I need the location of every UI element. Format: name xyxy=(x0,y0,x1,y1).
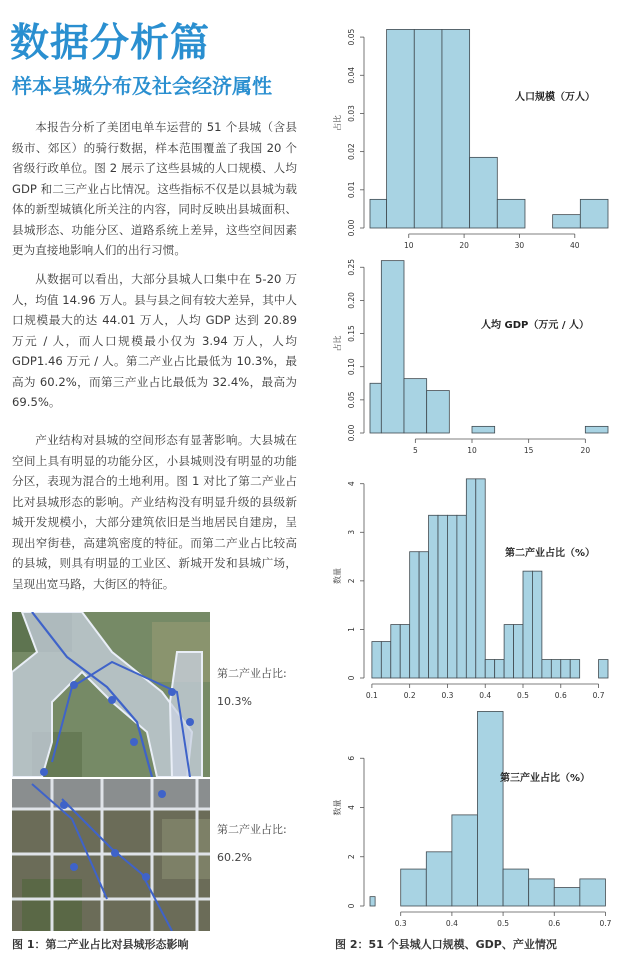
histogram-bar xyxy=(503,869,529,906)
y-tick-label: 2 xyxy=(347,578,356,584)
histogram-secondary-industry xyxy=(330,468,620,703)
chart-title: 人均 GDP（万元 / 人） xyxy=(481,320,589,331)
y-tick-label: 0.02 xyxy=(347,143,356,160)
histogram-bar xyxy=(585,426,608,433)
y-tick-label: 0.05 xyxy=(347,28,356,46)
satellite-image-1 xyxy=(12,612,210,777)
y-tick-label: 4 xyxy=(347,805,356,810)
y-axis-label: 占比 xyxy=(333,115,342,131)
histogram-population xyxy=(330,8,620,253)
histogram-gdp xyxy=(330,248,620,458)
x-tick-label: 0.5 xyxy=(497,919,510,928)
histogram-bar xyxy=(532,571,541,678)
paragraph-1: 本报告分析了美团电单车运营的 51 个县城（含县级市、郊区）的骑行数据，样本范围覆盖了我国 20 个省级行政单位。图 2 展示了这些县城的人口规模、人均 GDP 和二三产业占比情况。这些指标不仅是以县城为载体的新型城镇化所关注的内容，同时反映出县城面积、县城形态、功能分区、道路系统上差异，这些空间因素更为直接地影响人们的出行习惯。 xyxy=(12,120,297,257)
histogram-bar xyxy=(414,29,442,228)
x-tick-label: 30 xyxy=(514,241,525,250)
map-2-label: 第二产业占比: 60.2% xyxy=(217,823,287,864)
x-tick-label: 0.5 xyxy=(517,691,529,700)
histogram-bar xyxy=(426,852,452,906)
histogram-bar xyxy=(542,660,551,678)
x-tick-label: 0.2 xyxy=(403,691,416,700)
x-tick-label: 20 xyxy=(580,446,591,455)
histogram-bar xyxy=(523,571,532,678)
histogram-bar xyxy=(381,642,390,678)
y-tick-label: 0.25 xyxy=(347,258,356,276)
y-tick-label: 0.10 xyxy=(347,358,356,376)
x-tick-label: 0.3 xyxy=(441,691,454,700)
histogram-bar xyxy=(553,215,581,228)
histogram-bar xyxy=(429,515,438,678)
y-tick-label: 2 xyxy=(347,854,356,860)
histogram-bar xyxy=(370,199,387,228)
histogram-bar xyxy=(457,515,466,678)
y-axis-label: 数量 xyxy=(333,568,342,584)
x-tick-label: 40 xyxy=(570,241,580,250)
y-tick-label: 0.03 xyxy=(347,105,356,122)
figure-1-caption: 图 1：第二产业占比对县城形态影响 xyxy=(12,938,189,951)
histogram-bar xyxy=(485,660,494,678)
histogram-bar xyxy=(570,660,579,678)
y-tick-label: 1 xyxy=(347,627,356,632)
page-title: 数据分析篇 xyxy=(10,21,211,66)
histogram-bar xyxy=(442,29,470,228)
x-tick-label: 5 xyxy=(412,446,418,455)
histogram-bar xyxy=(370,897,375,906)
histogram-bar xyxy=(404,379,427,433)
figure-2-caption: 图 2：51 个县城人口规模、GDP、产业情况 xyxy=(335,938,557,951)
y-axis-label: 占比 xyxy=(333,335,342,352)
histogram-bar xyxy=(372,642,381,678)
histogram-bar xyxy=(599,660,608,678)
map-high-industry xyxy=(12,779,210,931)
x-tick-label: 0.7 xyxy=(599,919,612,928)
y-tick-label: 0.04 xyxy=(347,66,356,84)
x-tick-label: 20 xyxy=(459,241,469,250)
histogram-bar xyxy=(472,426,495,433)
y-tick-label: 3 xyxy=(347,529,356,535)
y-tick-label: 0.00 xyxy=(347,219,356,237)
y-tick-label: 0 xyxy=(347,903,356,909)
x-tick-label: 10 xyxy=(403,241,414,250)
histogram-bar xyxy=(400,625,409,678)
paragraph-2: 从数据可以看出，大部分县城人口集中在 5-20 万人，均值 14.96 万人。县与县之间有较大差异，其中人口规模最大的达 44.01 万人，人均 GDP 达到 20.89 万元 / 人，而人口规模最小仅为 3.94 万人，人均 GDP1.46 万元 / 人。第二产业占比最低为 10.3%，最高为 60.2%，而第三产业占比最低为 32.4%，最高为 69.5%。 xyxy=(12,272,297,409)
histogram-bar xyxy=(497,199,525,228)
x-tick-label: 0.4 xyxy=(445,919,458,928)
x-tick-label: 0.6 xyxy=(548,919,561,928)
map-low-industry xyxy=(12,612,210,777)
histogram-bar xyxy=(551,660,560,678)
histogram-bar xyxy=(554,888,580,906)
y-tick-label: 0.05 xyxy=(347,391,356,409)
x-tick-label: 10 xyxy=(467,446,477,455)
histogram-bar xyxy=(470,157,498,228)
histogram-bar xyxy=(514,625,523,678)
histogram-bar xyxy=(495,660,504,678)
histogram-bar xyxy=(401,869,427,906)
x-tick-label: 0.4 xyxy=(479,691,492,700)
histogram-bar xyxy=(561,660,570,678)
histogram-bar xyxy=(476,479,485,678)
x-tick-label: 15 xyxy=(523,446,534,455)
y-tick-label: 0.00 xyxy=(347,424,356,442)
histogram-bar xyxy=(452,815,478,906)
histogram-bar xyxy=(580,199,608,228)
histogram-bar xyxy=(391,625,400,678)
histogram-bar xyxy=(438,515,447,678)
x-tick-label: 0.3 xyxy=(394,919,407,928)
y-tick-label: 0 xyxy=(347,675,356,681)
histogram-tertiary-industry xyxy=(330,703,620,931)
x-tick-label: 0.7 xyxy=(592,691,605,700)
histogram-bar xyxy=(387,29,415,228)
histogram-bar xyxy=(370,383,381,433)
histogram-bar xyxy=(529,879,555,906)
satellite-image-2 xyxy=(12,779,210,931)
y-tick-label: 6 xyxy=(347,755,356,761)
y-tick-label: 4 xyxy=(347,481,356,487)
chart-title: 第三产业占比（%） xyxy=(499,773,591,784)
y-tick-label: 0.15 xyxy=(347,325,356,342)
histogram-bar xyxy=(466,479,475,678)
chart-title: 人口规模（万人） xyxy=(515,92,595,103)
histogram-bar xyxy=(447,515,456,678)
histogram-bar xyxy=(427,391,450,433)
histogram-bar xyxy=(580,879,606,906)
x-tick-label: 0.6 xyxy=(554,691,567,700)
histogram-bar xyxy=(419,552,428,678)
paragraph-3: 产业结构对县城的空间形态有显著影响。大县城在空间上具有明显的功能分区，小县城则没有明显的功能分区，表现为混合的土地利用。图 1 对比了第二产业占比对县城形态的影响。产业结构没有明显升级的县级新城开发规模小，大部分建筑依旧是当地居民自建房，呈现出窄街巷，高建筑密度的特征。而第二产业占比较高的县城，则具有明显的工业区、新城开发和县城广场，呈现出宽马路，大街区的特征。 xyxy=(12,433,297,591)
histogram-bar xyxy=(381,261,404,433)
histogram-bar xyxy=(477,711,503,906)
map-1-label: 第二产业占比: 10.3% xyxy=(217,667,287,708)
histogram-bar xyxy=(504,625,513,678)
histogram-bar xyxy=(410,552,419,678)
y-tick-label: 0.01 xyxy=(347,181,356,199)
x-tick-label: 0.1 xyxy=(365,691,378,700)
y-tick-label: 0.20 xyxy=(347,292,356,309)
chart-title: 第二产业占比（%） xyxy=(504,548,596,559)
y-axis-label: 数量 xyxy=(333,799,342,816)
page-subtitle: 样本县城分布及社会经济属性 xyxy=(12,74,272,98)
